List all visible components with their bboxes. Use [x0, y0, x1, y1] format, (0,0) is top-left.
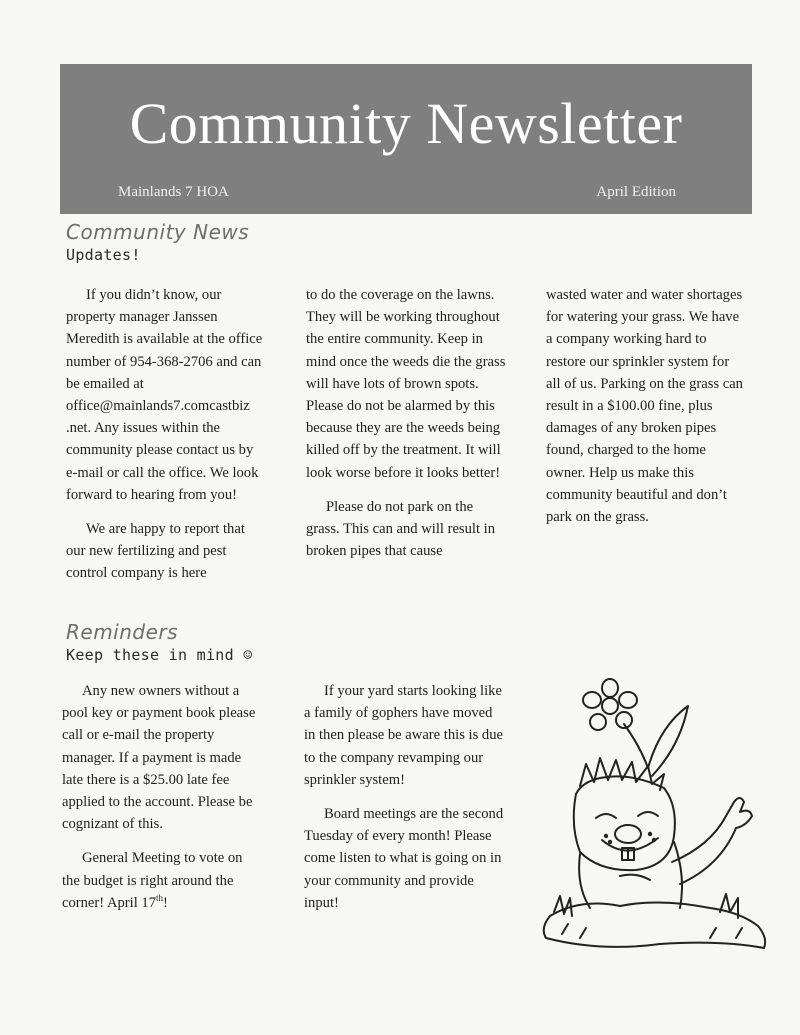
section-subheading-keep-in-mind: Keep these in mind ☺: [66, 646, 253, 664]
news-paragraph: Please do not park on the grass. This can and will result in broken pipes that cause: [306, 498, 496, 560]
news-column-1: [66, 284, 266, 597]
reminders-column-2: [304, 680, 504, 926]
edition-label: April Edition: [596, 184, 676, 200]
section-subheading-updates: Updates!: [66, 246, 141, 264]
reminder-paragraph: Any new owners without a pool key or payment book please call or e-mail the property manager. If a payment is made late there is a $25.00 late fee applied to the account. Please be cognizant of this.: [62, 683, 256, 833]
newsletter-banner: [60, 64, 752, 214]
reminders-column-1: [62, 680, 262, 926]
reminder-paragraph: If your yard starts looking like a family of gophers have moved in then please be aware this is due to the company revamping our sprinkler system!: [304, 683, 503, 788]
news-column-3: [546, 284, 746, 540]
news-paragraph: wasted water and water shortages for watering your grass. We have a company working hard to restore our sprinkler system for all of us. Parking on the grass can result in a $100.00 fine, plus damages of any broken pipes found, charged to the home owner. Help us make this community beautiful and don’t park on the grass.: [546, 287, 743, 526]
news-paragraph: If you didn’t know, our property manager Janssen Meredith is available at the office number of 954-368-2706 and can be emailed at office@mainlands7.comcastbiz .net. Any issues within the community please contact us by e-mail or call the office. We look forward to hearing from you!: [66, 287, 263, 503]
newsletter-title: Community Newsletter: [129, 91, 683, 156]
news-column-2: [306, 284, 506, 574]
news-paragraph: We are happy to report that our new fertilizing and pest control company is here: [66, 521, 245, 582]
reminder-paragraph-meeting: General Meeting to vote on the budget is right around the corner! April 17th!: [62, 850, 243, 911]
association-name: Mainlands 7 HOA: [118, 184, 229, 200]
section-heading-community-news: Community News: [66, 220, 250, 244]
news-paragraph: to do the coverage on the lawns. They will be working throughout the entire community. Keep in mind once the weeds die the grass will have lots of brown spots. Please do not be alarmed by this because they are the weeds being killed off by the treatment. It will look worse before it looks better!: [306, 287, 506, 481]
reminder-paragraph: Board meetings are the second Tuesday of every month! Please come listen to what is going on in your community and provide input!: [304, 806, 504, 911]
section-heading-reminders: Reminders: [66, 620, 179, 644]
gopher-illustration: [540, 676, 770, 956]
